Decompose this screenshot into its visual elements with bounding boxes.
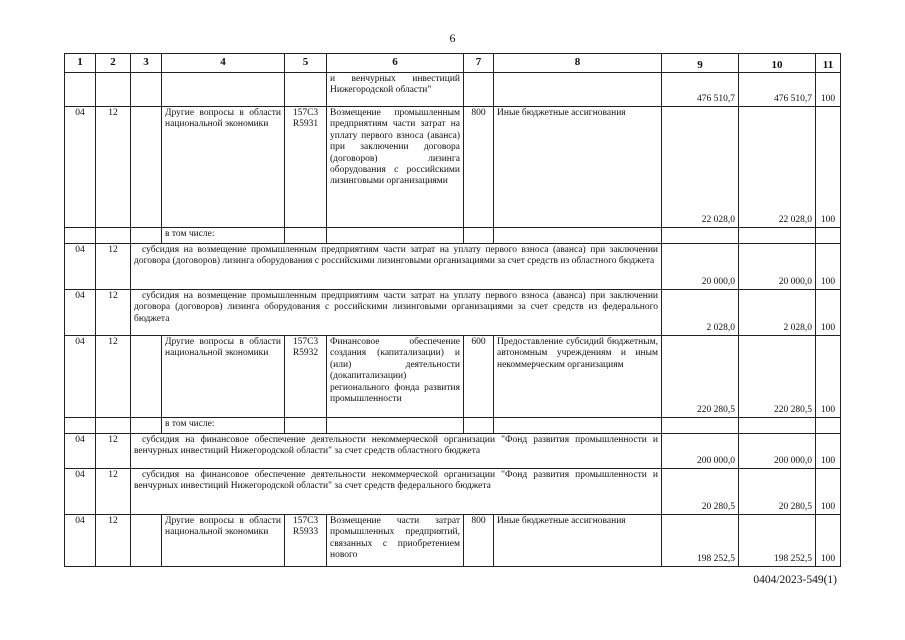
percent-cell: 100 xyxy=(816,515,841,567)
section-name-cell: Другие вопросы в области национальной экономики xyxy=(162,515,285,567)
section-cell: 04 xyxy=(65,469,96,515)
including-label: в том числе: xyxy=(162,228,285,244)
table-row xyxy=(65,515,841,567)
percent-cell: 100 xyxy=(816,244,841,290)
section-cell: 04 xyxy=(65,336,96,418)
amount-cell: 20 000,0 xyxy=(739,244,816,290)
amount-cell: 198 252,5 xyxy=(662,515,739,567)
header-cell: 1 xyxy=(65,54,96,73)
amount-cell: 476 510,7 xyxy=(662,73,739,107)
subsection-cell: 12 xyxy=(96,107,131,228)
expense-type-code-cell: 800 xyxy=(464,515,494,567)
header-cell: 11 xyxy=(816,54,841,73)
header-cell: 7 xyxy=(464,54,494,73)
table-row xyxy=(65,244,841,290)
expense-type-name-cell: Иные бюджетные ассигнования xyxy=(494,107,662,228)
percent-cell: 100 xyxy=(816,336,841,418)
header-cell: 9 xyxy=(662,54,739,73)
header-cell: 10 xyxy=(739,54,816,73)
amount-cell: 20 000,0 xyxy=(662,244,739,290)
subsection-cell: 12 xyxy=(96,290,131,336)
percent-cell: 100 xyxy=(816,434,841,469)
amount-cell: 220 280,5 xyxy=(662,336,739,418)
amount-cell: 20 280,5 xyxy=(662,469,739,515)
subsidy-description-cell: субсидия на финансовое обеспечение деятельности некоммерческой организации "Фонд развития промышленности и венчурных инвестиций Нижегородской области" за счет средств федерального бюджета xyxy=(131,469,662,515)
table-row xyxy=(65,73,841,107)
table-row xyxy=(65,228,841,244)
amount-cell: 198 252,5 xyxy=(739,515,816,567)
target-article-cell: 157C3 R5933 xyxy=(285,515,327,567)
table-row xyxy=(65,469,841,515)
table-row xyxy=(65,107,841,228)
expense-type-code-cell: 800 xyxy=(464,107,494,228)
subsection-cell: 12 xyxy=(96,434,131,469)
section-cell: 04 xyxy=(65,107,96,228)
subsection-cell: 12 xyxy=(96,244,131,290)
section-name-cell: Другие вопросы в области национальной экономики xyxy=(162,107,285,228)
header-cell: 3 xyxy=(131,54,162,73)
section-name-cell: Другие вопросы в области национальной экономики xyxy=(162,336,285,418)
expense-type-name-cell: Иные бюджетные ассигнования xyxy=(494,515,662,567)
header-cell: 4 xyxy=(162,54,285,73)
expense-type-code-cell: 600 xyxy=(464,336,494,418)
subsection-cell: 12 xyxy=(96,336,131,418)
section-cell: 04 xyxy=(65,515,96,567)
table-row xyxy=(65,434,841,469)
expense-name-cell: Финансовое обеспечение создания (капитализации) и (или) деятельности (докапитализации) регионального фонда развития промышленности xyxy=(327,336,464,418)
page-number: 6 xyxy=(449,31,456,45)
amount-cell: 476 510,7 xyxy=(739,73,816,107)
amount-cell: 200 000,0 xyxy=(662,434,739,469)
subsidy-description-cell: субсидия на возмещение промышленным предприятиям части затрат на уплату первого взноса (аванса) при заключении договора (договоров) лизинга оборудования с российскими лизинговыми организациями за счет средств из областного бюджета xyxy=(131,244,662,290)
document-code: 0404/2023-549(1) xyxy=(753,574,837,586)
header-cell: 2 xyxy=(96,54,131,73)
amount-cell: 2 028,0 xyxy=(662,290,739,336)
section-cell: 04 xyxy=(65,434,96,469)
expense-name-cell: Возмещение части затрат промышленных предприятий, связанных с приобретением нового xyxy=(327,515,464,567)
amount-cell: 22 028,0 xyxy=(739,107,816,228)
percent-cell: 100 xyxy=(816,469,841,515)
expense-name-cell: и венчурных инвестиций Нижегородской области" xyxy=(327,73,464,107)
target-article-cell: 157C3 R5932 xyxy=(285,336,327,418)
expense-name-cell: Возмещение промышленным предприятиям части затрат на уплату первого взноса (аванса) при заключении договора (договоров) лизинга оборудования с российскими лизинговыми организациями xyxy=(327,107,464,228)
amount-cell: 200 000,0 xyxy=(739,434,816,469)
percent-cell: 100 xyxy=(816,73,841,107)
target-article-cell: 157C3 R5931 xyxy=(285,107,327,228)
subsection-cell: 12 xyxy=(96,469,131,515)
subsidy-description-cell: субсидия на возмещение промышленным предприятиям части затрат на уплату первого взноса (аванса) при заключении договора (договоров) лизинга оборудования с российскими лизинговыми организациями за счет средств из федерального бюджета xyxy=(131,290,662,336)
table-header-row xyxy=(65,54,841,73)
amount-cell: 220 280,5 xyxy=(739,336,816,418)
amount-cell: 20 280,5 xyxy=(739,469,816,515)
header-cell: 5 xyxy=(285,54,327,73)
subsidy-description-cell: субсидия на финансовое обеспечение деятельности некоммерческой организации "Фонд развития промышленности и венчурных инвестиций Нижегородской области" за счет средств областного бюджета xyxy=(131,434,662,469)
header-cell: 6 xyxy=(327,54,464,73)
budget-table xyxy=(64,53,841,567)
including-label: в том числе: xyxy=(162,418,285,434)
section-cell: 04 xyxy=(65,290,96,336)
expense-type-name-cell: Предоставление субсидий бюджетным, автономным учреждениям и иным некоммерческим организациям xyxy=(494,336,662,418)
subsection-cell: 12 xyxy=(96,515,131,567)
table-row xyxy=(65,336,841,418)
table-row xyxy=(65,290,841,336)
percent-cell: 100 xyxy=(816,107,841,228)
amount-cell: 2 028,0 xyxy=(739,290,816,336)
percent-cell: 100 xyxy=(816,290,841,336)
section-cell: 04 xyxy=(65,244,96,290)
amount-cell: 22 028,0 xyxy=(662,107,739,228)
table-row xyxy=(65,418,841,434)
header-cell: 8 xyxy=(494,54,662,73)
